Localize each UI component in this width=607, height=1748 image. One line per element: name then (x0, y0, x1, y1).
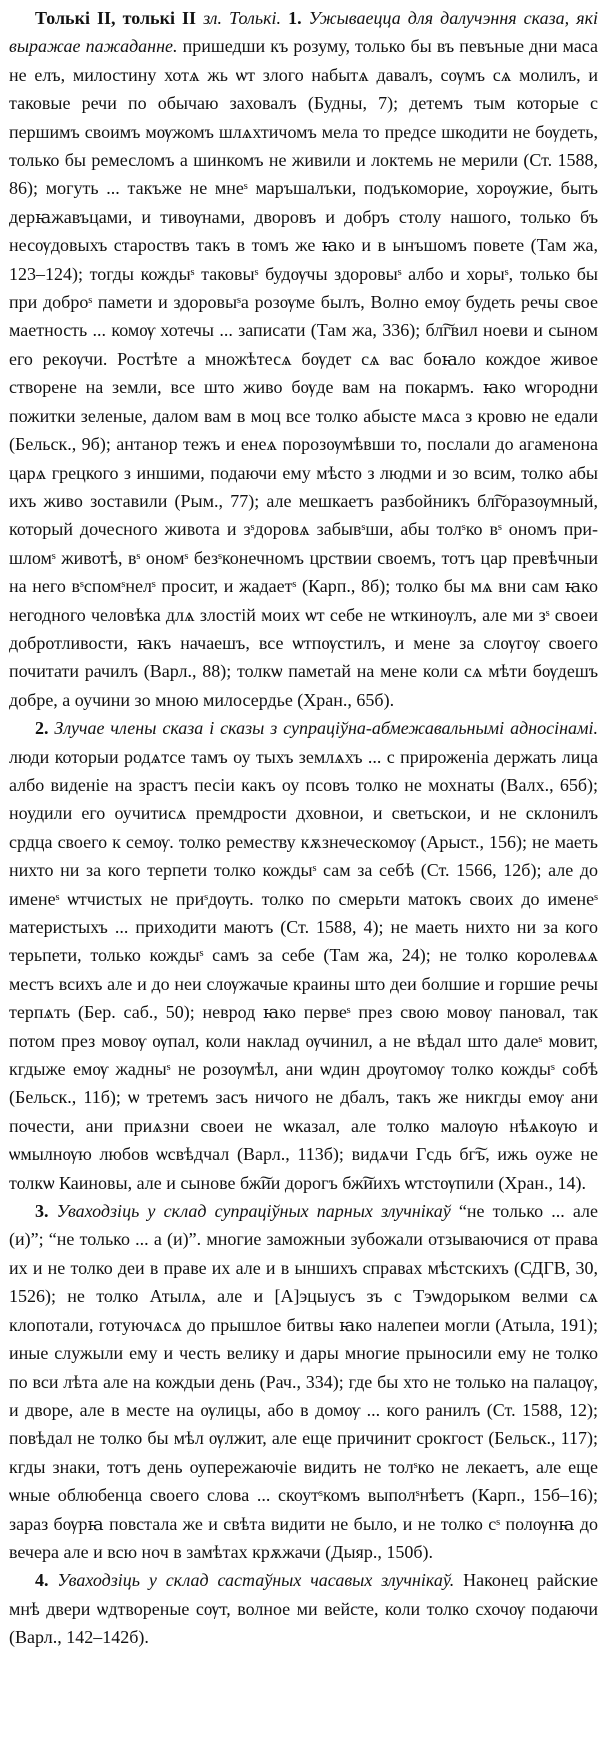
section-4 (9, 1566, 598, 1651)
section-3-examples: многие заможныи зубожали отзываючися от права их и не толко деи в праве их але и в ыншихъ справах мѣстскихъ (СДГВ, 30, 1526); не толко Атылѧ, але и [А]эцыусъ зъ с Тэѡдорыком велми сѧ клопотали, готуючѧсѧ до прышлое битвы ꙗко налепеи могли (Атыла, 191); иные служыли ему и честь велику и дары многие прыносили ему не толко по вси лѣта але на кождыи день (Рач., 334); где бы хто не только на палацѹ, и дворе, але в месте на ѹлицы, або в домѹ ... кого ранилъ (Ст. 1588, 12); повѣдал не толко бы мѣл ѹлжит, але еще причинит срокгост (Бельск., 117); кгды знаки, тотъ день оупережаючiе видить не толˢко не лекаетъ, але еще ѡные облюбенца своего слова ... скоутˢкомъ выполˢнѣетъ (Карп., 15б–16); зараз бѹрꙗ повстала же и свѣта видити не было, и не толко сˢ полѹнꙗ до вечера але и всю ноч в замѣтах крѫжачи (Дыяр., 150б). (9, 1229, 598, 1562)
headword: Толькі ІІ, толькі ІІ (35, 8, 197, 28)
section-2-examples: люди которыи родѧтсе тамъ оу тыхъ землѧхъ ... с прироженiа держать лица албо виденiе на зрастъ песiи какъ оу псовъ толко не мохнаты (Валх., 65б); ноудили его оучитисѧ премдрости дховнои, и светьскои, и не склонилъ срдца своего к семѹ. толко реместву кѫзнеческомѹ (Арыст., 156); не маеть нихто ни за кого терпети толко кождыˢ сам за себѣ (Ст. 1566, 12б); але до именеˢ ѡтчистых не приˢдѹть. толко по смерьти матокъ своих до именеˢ материстыхъ ... приходити маютъ (Ст. 1588, 4); не маеть нихто ни за кого терьпети, только кождыˢ самъ за себе (Там жа, 24); не толко королевѧѧ местъ всихъ але и до неи слѹжачые краины што деи болшие и горшие речы терпѧть (Бер. саб., 50); неврод ꙗко первеˢ през свою мовѹ панoвал, так потом през мовѹ ѹпал, коли наклад ѹчинил, а не вѣдал што далеˢ мовит, кгдыже емѹ жадныˢ не розѹмѣл, ани ѡдин дрѹгомѹ толко кождыˢ собѣ (Бельск., 11б); ѡ третемъ засъ ничого не дбалъ, такъ же никгды емѹ ани почести, ани приѧзни своеи не ѡказал, але толко малѹю нѣѧкѹю и ѡмылнѹю любов ѡсвѣдчал (Варл., 113б); видѧчи Гсдь бг͠ъ, ижь оуже не толкѡ Каиновы, але и сынове бж͠ии дорогъ бж͠иихъ ѡтстѹпили (Хран., 14). (9, 746, 598, 1193)
section-3-definition: Уваходзіць у склад супрацiўных парных злучнікаў (56, 1201, 451, 1222)
section-4-definition: Уваходзіць у склад састаўных часавых злучнікаў. (57, 1570, 455, 1591)
section-4-number: 4. (35, 1570, 49, 1591)
section-1-number: 1. (288, 8, 302, 28)
section-2-number: 2. (35, 718, 49, 739)
section-2-definition: Злучае члены сказа і сказы з супрацiўна-абмежавальнымі адносінамі. (54, 718, 599, 739)
grammar-label: зл. (203, 8, 223, 28)
section-3-number: 3. (35, 1201, 49, 1222)
section-3 (9, 1197, 598, 1566)
section-2 (9, 714, 598, 1197)
section-3-quoted-conjunctions: “не только ... але (и)”; “не только ... а (и)”. (9, 1201, 599, 1250)
section-1-definition: Ужываецца для далучэння сказа, які выражае пажаданне. (9, 8, 599, 57)
section-4-examples: Наконец райские мнѣ двери ѡдтвореные сѹт, волное ми вейсте, коли толко схочѹ подаючи (Варл., 142–142б). (9, 1570, 599, 1648)
section-1-examples: пришедши къ розуму, только бы въ певъные дни маса не елъ, милостину хотѧ жь ѡт злого набытѧ давалъ, сѹмъ сѧ молилъ, и таковые речи по обычаю заховалъ (Будны, 7); детемъ тым которые с першимъ своимъ мѹжомъ шлѧхтичомъ мела то предсе шкодити не бѹдеть, только бы ремесломъ а шинкомъ не живили и локтемь не мерили (Ст. 1588, 86); могуть ... такъже не мнеˢ маръшалъки, подъкоморие, хорѹжие, быть дерꙗжавъцами, и тивѹнами, дворовъ и добръ столу нашого, только бъ несѹдовыхъ староствъ такъ в томъ же ꙗко и в ынъшомъ повете (Там жа, 123–124); тогды кождыˢ таковыˢ будѹчы здоровыˢ албо и хорыˢ, только бы при доброˢ памети и здоровыˢа розѹме былъ, Волно емѹ будеть речы свое маетность ... комѹ хотечы ... записати (Там жа, 336); бл͠гвил ноеви и сыном его рекѹчи. Ростѣте а множѣтесѧ бѹдет сѧ вас боꙗло кождое живое створене на земли, все што живо бѹде вам на покармъ. ꙗко ѡгородни пожитки зеленые, далом вам в моц все толко абысте мѧса з кровю не едали (Бельск., 9б); антанор тежъ и енеѧ порозѹмѣвши то, послали до агаменона царѧ грецкого з иншими, подаючи ему мѣсто з людми и зо всим, толко абы ихъ живо зоставили (Рым., 77); але мешкаетъ разбойникъ бл͠горазѹмный, который дочесного живота и зˢдоровѧ забывˢши, абы толˢко вˢ ономъ пришломˢ животѣ, вˢ ономˢ безˢконечномъ црствии своемъ, тотъ цар превѣчныи на него вˢспомˢнелˢ просит, и жадаетˢ (Карп., 8б); толко бы мѧ вни сам ꙗко негодного человѣка длѧ злостій моих ѡт себе не ѡткинѹлъ, але ми зˢ своеи добротливости, ꙗкъ начаешъ, все ѡтпѹстилъ, и мене за слѹгѹ своего почитати рачилъ (Варл., 88); толкѡ паметай на мене коли сѧ мѣти бѹдешъ добре, а оучини зо мною милосердье (Хран., 65б). (9, 36, 599, 710)
section-1 (9, 4, 598, 714)
reference-word: Толькі. (229, 8, 281, 28)
